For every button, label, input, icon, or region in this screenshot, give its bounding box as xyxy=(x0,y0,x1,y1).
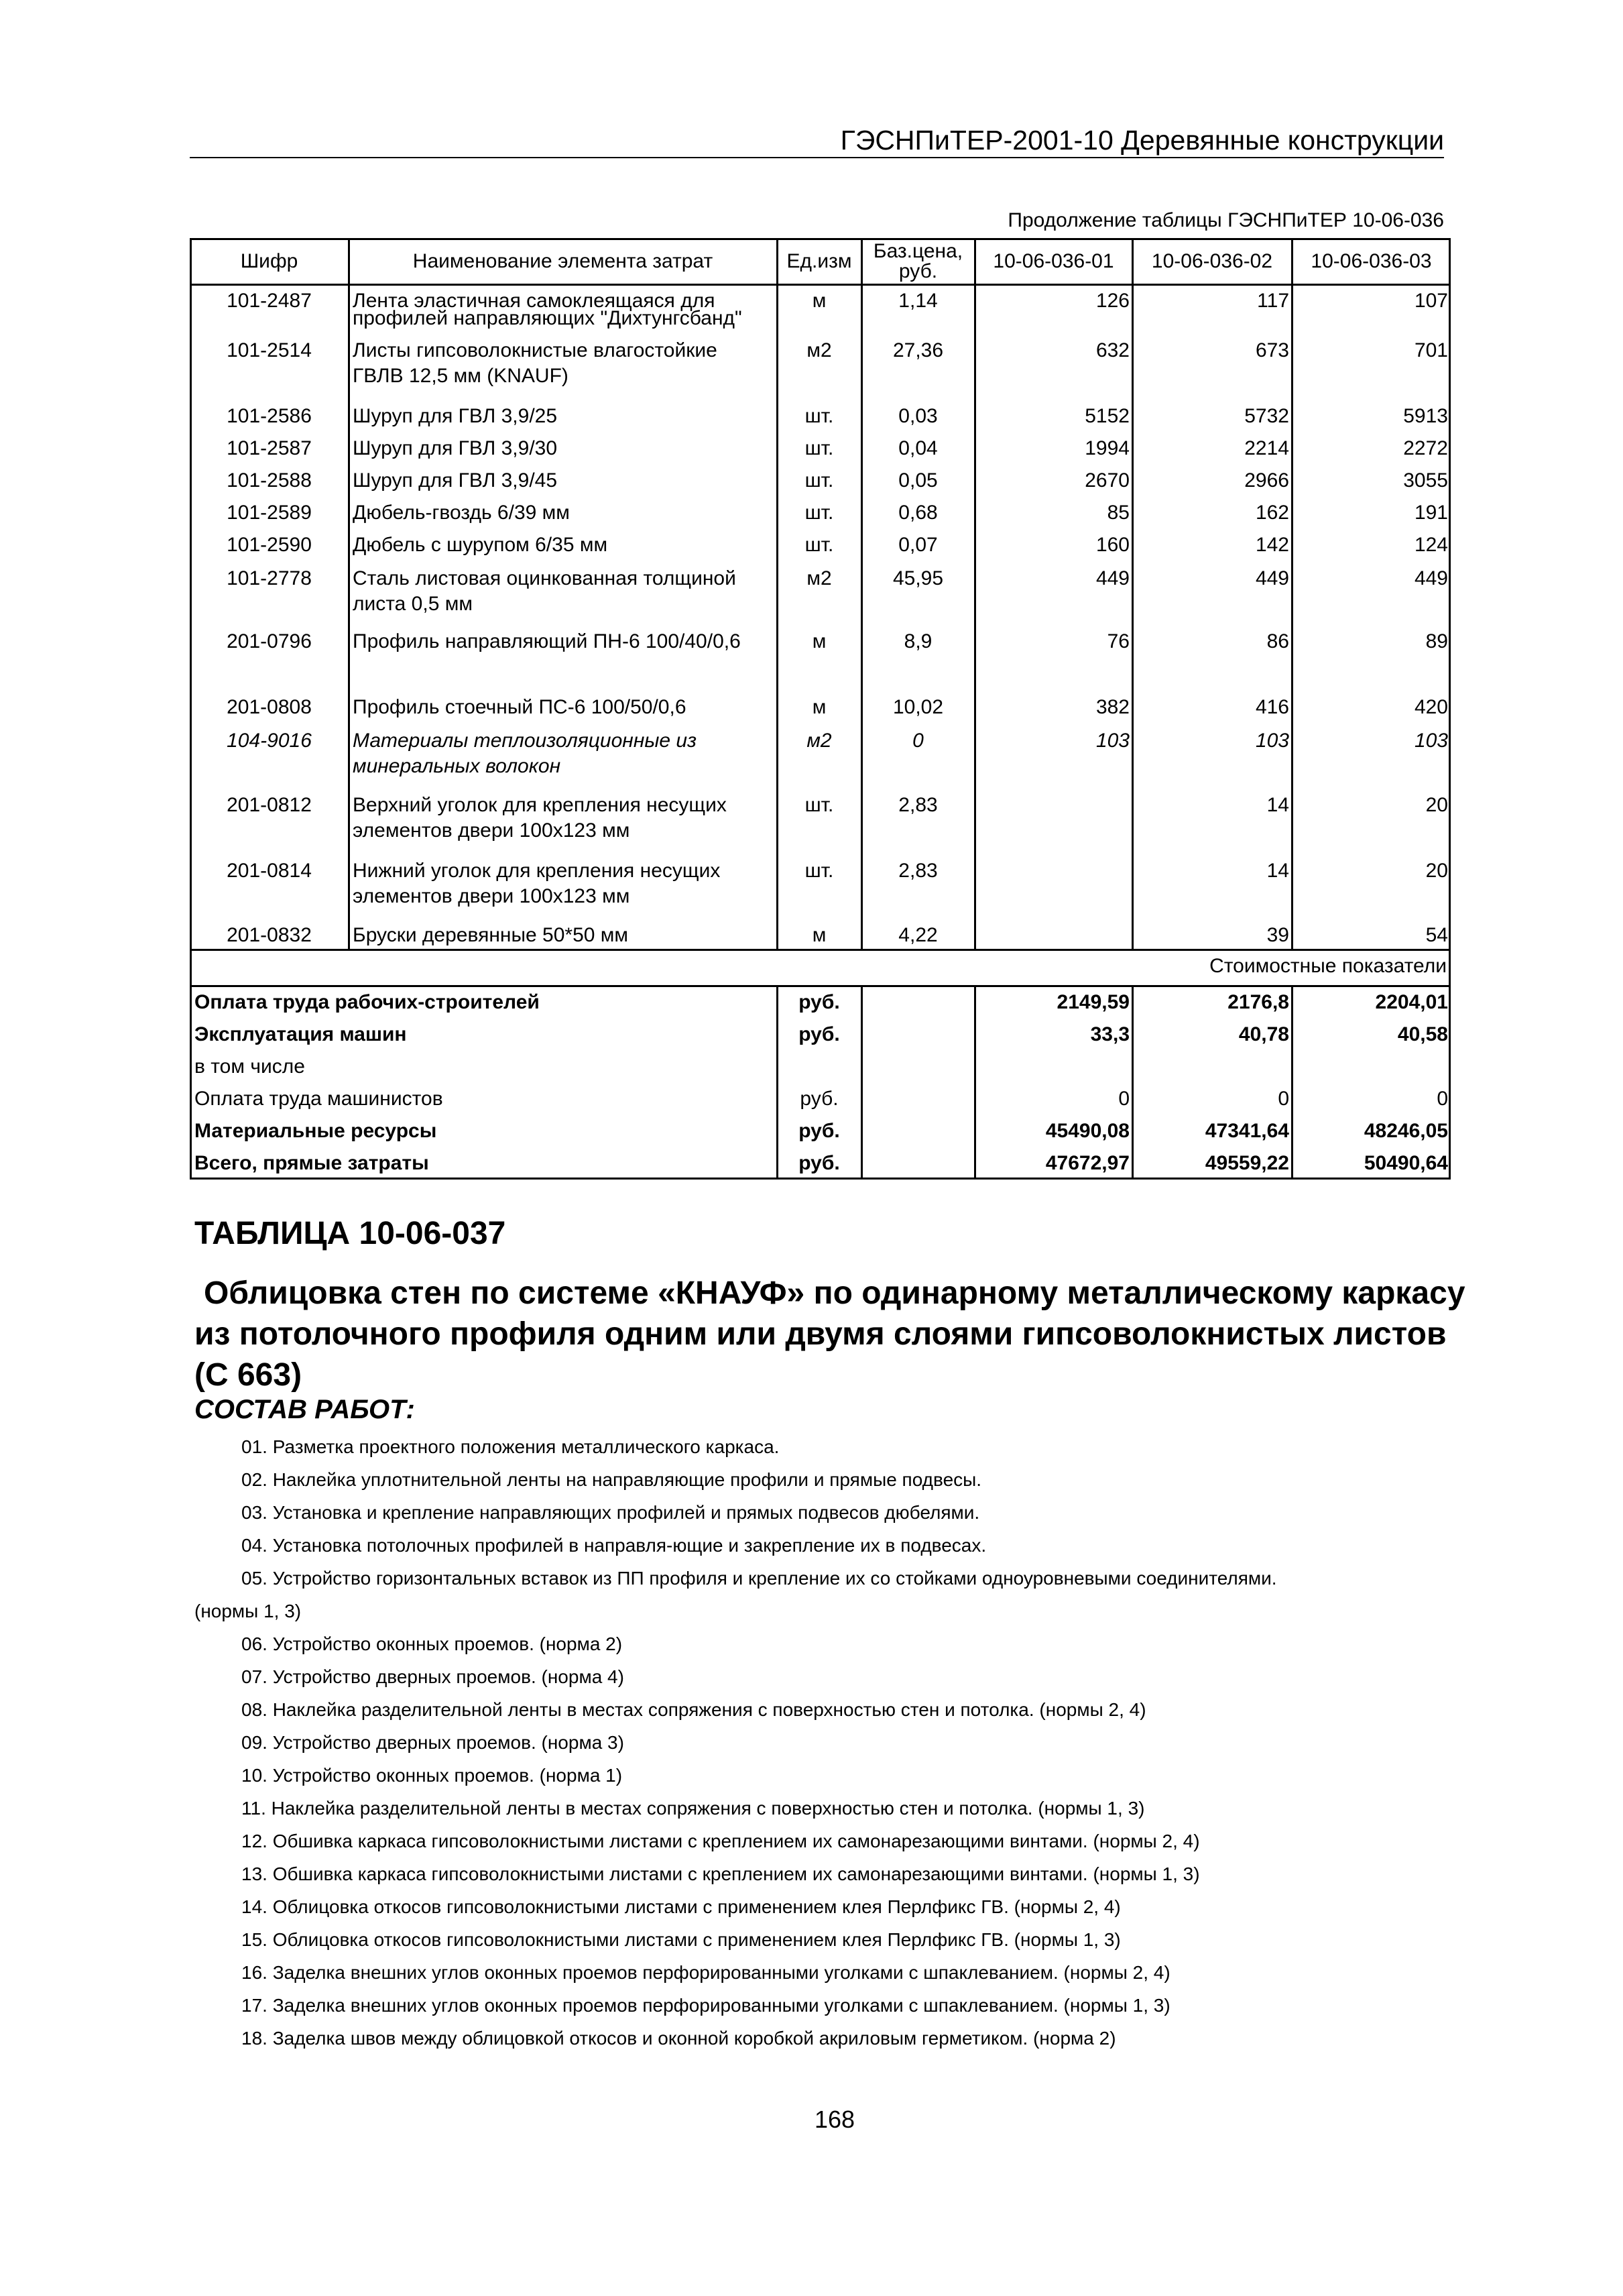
row-name-line: Нижний уголок для крепления несущих xyxy=(353,860,721,882)
table-continuation-note: Продолжение таблицы ГЭСНПиТЕР 10-06-036 xyxy=(1008,209,1444,231)
resource-table xyxy=(190,238,1451,1180)
summary-value-1: 0 xyxy=(1118,1088,1130,1110)
row-base-price: 0,05 xyxy=(898,469,938,492)
table-row xyxy=(190,465,1451,497)
summary-value-1: 33,3 xyxy=(1090,1023,1130,1045)
row-name-line: Сталь листовая оцинкованная толщиной xyxy=(353,567,736,589)
cost-indicators-label: Стоимостные показатели xyxy=(1209,955,1447,977)
works-list xyxy=(194,1430,1455,2055)
work-item-text: 03. Установка и крепление направляющих профилей и прямых подвесов дюбелями. xyxy=(241,1502,980,1523)
work-item xyxy=(194,1956,1455,1989)
table-row xyxy=(190,433,1451,465)
table-row xyxy=(190,529,1451,563)
row-value-1: 1994 xyxy=(1085,437,1130,459)
column-header: Ед.изм xyxy=(786,250,852,272)
summary-value-3: 50490,64 xyxy=(1364,1152,1448,1174)
work-item xyxy=(194,1890,1455,1923)
summary-row xyxy=(190,1115,1451,1147)
row-value-2: 449 xyxy=(1255,567,1289,589)
row-base-price: 2,83 xyxy=(898,860,938,882)
row-base-price: 0 xyxy=(912,730,924,752)
row-value-3: 20 xyxy=(1425,860,1448,882)
work-item-text: 14. Облицовка откосов гипсоволокнистыми листами с применением клея Перлфикс ГВ. (нормы 2, 4) xyxy=(241,1896,1121,1917)
work-item-text: 08. Наклейка разделительной ленты в местах сопряжения с поверхностью стен и потолка. (нормы 2, 4) xyxy=(241,1699,1146,1720)
summary-label: Материальные ресурсы xyxy=(194,1120,437,1142)
row-base-price: 0,03 xyxy=(898,405,938,427)
column-divider xyxy=(776,986,778,1180)
row-code: 201-0812 xyxy=(227,794,312,816)
table-row xyxy=(190,691,1451,725)
summary-row xyxy=(190,1083,1451,1115)
table-row xyxy=(190,563,1451,626)
description-line: Облицовка стен по системе «КНАУФ» по одинарному металлическому каркасу xyxy=(204,1275,1465,1311)
section-description xyxy=(194,1273,1465,1395)
work-item xyxy=(194,1857,1455,1890)
row-value-3: 191 xyxy=(1414,502,1448,524)
row-value-1: 126 xyxy=(1095,290,1130,312)
row-value-2: 14 xyxy=(1266,794,1289,816)
work-item-continuation: (нормы 1, 3) xyxy=(194,1601,302,1621)
summary-row xyxy=(190,1051,1451,1083)
column-divider xyxy=(861,238,863,950)
work-item-text: 07. Устройство дверных проемов. (норма 4) xyxy=(241,1666,624,1687)
work-item xyxy=(194,1726,1455,1759)
row-unit: шт. xyxy=(804,405,834,427)
row-unit: м xyxy=(812,290,827,312)
column-divider xyxy=(348,238,350,950)
table-row xyxy=(190,400,1451,433)
row-value-3: 420 xyxy=(1414,696,1448,718)
column-divider xyxy=(1291,238,1293,950)
work-item xyxy=(194,1759,1455,1792)
row-value-3: 20 xyxy=(1425,794,1448,816)
table-row xyxy=(190,285,1451,335)
column-divider xyxy=(974,986,976,1180)
row-unit: м2 xyxy=(806,567,832,589)
column-header: 10-06-036-02 xyxy=(1151,250,1273,272)
work-item xyxy=(194,1660,1455,1693)
summary-unit: руб. xyxy=(798,1152,840,1174)
row-name-line: Материалы теплоизоляционные из xyxy=(353,730,697,752)
table-row xyxy=(190,855,1451,919)
work-item xyxy=(194,1693,1455,1726)
row-value-1: 449 xyxy=(1095,567,1130,589)
row-name-line: ГВЛВ 12,5 мм (KNAUF) xyxy=(353,365,568,387)
row-value-2: 86 xyxy=(1266,630,1289,652)
summary-row xyxy=(190,1147,1451,1180)
row-name-line: минеральных волокон xyxy=(353,755,561,777)
row-name xyxy=(353,404,777,429)
summary-row xyxy=(190,1019,1451,1051)
column-divider xyxy=(861,986,863,1180)
row-base-price: 0,07 xyxy=(898,534,938,556)
summary-unit: руб. xyxy=(798,1120,840,1142)
column-header: Баз.цена, руб. xyxy=(873,240,963,282)
works-heading: СОСТАВ РАБОТ: xyxy=(194,1395,415,1424)
row-value-2: 5732 xyxy=(1244,405,1289,427)
row-value-1: 85 xyxy=(1107,502,1130,524)
work-item xyxy=(194,1825,1455,1857)
work-item-text: 04. Установка потолочных профилей в направля-ющие и закрепление их в подвесах. xyxy=(241,1535,987,1556)
row-value-2: 2966 xyxy=(1244,469,1289,492)
work-item xyxy=(194,1529,1455,1562)
row-base-price: 8,9 xyxy=(904,630,933,652)
row-name-line: Бруски деревянные 50*50 мм xyxy=(353,924,629,946)
table-row xyxy=(190,335,1451,400)
row-name-line: Профиль направляющий ПН-6 100/40/0,6 xyxy=(353,630,741,652)
row-name-line: Лента эластичная самоклеящаяся для xyxy=(353,290,715,312)
work-item-text: 15. Облицовка откосов гипсоволокнистыми листами с применением клея Перлфикс ГВ. (нормы 1, 3) xyxy=(241,1929,1121,1950)
row-value-2: 162 xyxy=(1255,502,1289,524)
row-value-1: 382 xyxy=(1095,696,1130,718)
work-item-text: 06. Устройство оконных проемов. (норма 2) xyxy=(241,1633,623,1654)
row-unit: шт. xyxy=(804,534,834,556)
work-item xyxy=(194,1463,1455,1496)
work-item xyxy=(194,1627,1455,1660)
row-base-price: 4,22 xyxy=(898,924,938,946)
description-line: (С 663) xyxy=(194,1357,302,1393)
row-base-price: 45,95 xyxy=(892,567,944,589)
work-item-text: 01. Разметка проектного положения металлического каркаса. xyxy=(241,1436,780,1457)
work-item-text: 05. Устройство горизонтальных вставок из ПП профиля и крепление их со стойками одноуровневыми соединителями. xyxy=(241,1568,1277,1589)
row-name-line: Шуруп для ГВЛ 3,9/30 xyxy=(353,437,558,459)
table-row xyxy=(190,725,1451,789)
work-item xyxy=(194,1923,1455,1956)
row-value-1: 5152 xyxy=(1085,405,1130,427)
summary-value-2: 47341,64 xyxy=(1205,1120,1289,1142)
row-name xyxy=(353,858,777,909)
row-value-3: 2272 xyxy=(1403,437,1448,459)
section-table-title: ТАБЛИЦА 10-06-037 xyxy=(194,1216,506,1251)
summary-unit: руб. xyxy=(798,1023,840,1045)
row-unit: м xyxy=(812,924,827,946)
summary-value-1: 2149,59 xyxy=(1057,991,1130,1013)
row-value-2: 39 xyxy=(1266,924,1289,946)
row-name xyxy=(353,436,777,461)
work-item-text: 11. Наклейка разделительной ленты в местах сопряжения с поверхностью стен и потолка. (нормы 1, 3) xyxy=(241,1798,1145,1819)
summary-label: в том числе xyxy=(194,1055,305,1078)
summary-value-1: 45490,08 xyxy=(1045,1120,1130,1142)
row-name xyxy=(353,500,777,526)
row-code: 201-0808 xyxy=(227,696,312,718)
column-divider xyxy=(1291,986,1293,1180)
section-divider xyxy=(190,949,1451,951)
row-name xyxy=(353,288,777,331)
row-value-3: 54 xyxy=(1425,924,1448,946)
table-row xyxy=(190,789,1451,855)
row-base-price: 0,04 xyxy=(898,437,938,459)
row-name-line: Дюбель с шурупом 6/35 мм xyxy=(353,534,608,556)
row-value-2: 14 xyxy=(1266,860,1289,882)
row-value-2: 673 xyxy=(1255,339,1289,361)
row-value-3: 449 xyxy=(1414,567,1448,589)
summary-value-2: 49559,22 xyxy=(1205,1152,1289,1174)
row-unit: шт. xyxy=(804,860,834,882)
row-code: 101-2587 xyxy=(227,437,312,459)
summary-unit: руб. xyxy=(798,991,840,1013)
row-name-line: Профиль стоечный ПС-6 100/50/0,6 xyxy=(353,696,686,718)
work-item xyxy=(194,1496,1455,1529)
work-item xyxy=(194,1792,1455,1825)
row-code: 101-2514 xyxy=(227,339,312,361)
row-code: 201-0832 xyxy=(227,924,312,946)
work-item xyxy=(194,1562,1455,1627)
row-value-1: 160 xyxy=(1095,534,1130,556)
row-unit: м2 xyxy=(806,339,832,361)
work-item xyxy=(194,1989,1455,2022)
row-code: 104-9016 xyxy=(227,730,312,752)
row-name xyxy=(353,629,777,654)
row-unit: м xyxy=(812,696,827,718)
row-name xyxy=(353,338,777,389)
row-name-line: Верхний уголок для крепления несущих xyxy=(353,794,727,816)
summary-value-3: 40,58 xyxy=(1397,1023,1448,1045)
column-header: 10-06-036-03 xyxy=(1311,250,1432,272)
row-base-price: 0,68 xyxy=(898,502,938,524)
summary-row xyxy=(190,986,1451,1019)
summary-label: Эксплуатация машин xyxy=(194,1023,407,1045)
summary-value-3: 48246,05 xyxy=(1364,1120,1448,1142)
row-value-1: 103 xyxy=(1095,730,1130,752)
work-item-text: 18. Заделка швов между облицовкой откосов и оконной коробкой акриловым герметиком. (норма 2) xyxy=(241,2028,1116,2049)
column-divider xyxy=(1132,986,1134,1180)
summary-label: Оплата труда рабочих-строителей xyxy=(194,991,540,1013)
row-unit: шт. xyxy=(804,437,834,459)
row-name xyxy=(353,695,777,720)
row-name-line: листа 0,5 мм xyxy=(353,593,473,615)
row-base-price: 1,14 xyxy=(898,290,938,312)
work-item-text: 16. Заделка внешних углов оконных проемов перфорированными уголками с шпаклеванием. (нормы 2, 4) xyxy=(241,1962,1170,1983)
column-header: 10-06-036-01 xyxy=(993,250,1114,272)
work-item xyxy=(194,2022,1455,2055)
row-code: 101-2586 xyxy=(227,405,312,427)
summary-value-3: 2204,01 xyxy=(1375,991,1448,1013)
summary-value-2: 2176,8 xyxy=(1227,991,1289,1013)
row-value-2: 142 xyxy=(1255,534,1289,556)
column-divider xyxy=(1132,238,1134,950)
column-divider xyxy=(974,238,976,950)
row-name-line: элементов двери 100х123 мм xyxy=(353,819,630,842)
row-code: 101-2589 xyxy=(227,502,312,524)
work-item-text: 13. Обшивка каркаса гипсоволокнистыми листами с креплением их самонарезающими винтами. (нормы 1, 3) xyxy=(241,1863,1200,1884)
row-value-2: 2214 xyxy=(1244,437,1289,459)
row-value-3: 3055 xyxy=(1403,469,1448,492)
work-item-text: 10. Устройство оконных проемов. (норма 1) xyxy=(241,1765,623,1786)
row-value-1: 2670 xyxy=(1085,469,1130,492)
page-number: 168 xyxy=(815,2106,855,2133)
row-value-1: 632 xyxy=(1095,339,1130,361)
row-code: 101-2487 xyxy=(227,290,312,312)
row-name-line: элементов двери 100х123 мм xyxy=(353,885,630,907)
summary-label: Оплата труда машинистов xyxy=(194,1088,443,1110)
row-unit: шт. xyxy=(804,469,834,492)
table-row xyxy=(190,919,1451,950)
row-unit: шт. xyxy=(804,794,834,816)
work-item-text: 12. Обшивка каркаса гипсоволокнистыми листами с креплением их самонарезающими винтами. (нормы 2, 4) xyxy=(241,1831,1200,1851)
work-item xyxy=(194,1430,1455,1463)
row-value-2: 117 xyxy=(1257,290,1289,312)
row-name xyxy=(353,923,777,948)
summary-value-2: 40,78 xyxy=(1238,1023,1289,1045)
row-value-3: 89 xyxy=(1425,630,1448,652)
row-name xyxy=(353,793,777,844)
header-divider xyxy=(190,157,1444,158)
row-value-3: 107 xyxy=(1414,290,1448,312)
row-unit: м xyxy=(812,630,827,652)
row-name xyxy=(353,532,777,558)
row-code: 101-2778 xyxy=(227,567,312,589)
summary-value-2: 0 xyxy=(1278,1088,1289,1110)
row-unit: шт. xyxy=(804,502,834,524)
table-row xyxy=(190,497,1451,529)
row-value-3: 124 xyxy=(1414,534,1448,556)
work-item-text: 09. Устройство дверных проемов. (норма 3) xyxy=(241,1732,624,1753)
row-base-price: 27,36 xyxy=(892,339,944,361)
row-value-3: 5913 xyxy=(1403,405,1448,427)
row-value-2: 103 xyxy=(1255,730,1289,752)
row-name-line: Листы гипсоволокнистые влагостойкие xyxy=(353,339,717,361)
row-code: 201-0796 xyxy=(227,630,312,652)
summary-value-1: 47672,97 xyxy=(1045,1152,1130,1174)
work-item-text: 02. Наклейка уплотнительной ленты на направляющие профили и прямые подвесы. xyxy=(241,1469,982,1490)
summary-label: Всего, прямые затраты xyxy=(194,1152,429,1174)
row-base-price: 2,83 xyxy=(898,794,938,816)
description-line: из потолочного профиля одним или двумя слоями гипсоволокнистых листов xyxy=(194,1316,1447,1352)
row-code: 101-2590 xyxy=(227,534,312,556)
summary-value-3: 0 xyxy=(1437,1088,1448,1110)
row-value-3: 701 xyxy=(1414,339,1448,361)
work-item-text: 17. Заделка внешних углов оконных проемов перфорированными уголками с шпаклеванием. (нормы 1, 3) xyxy=(241,1995,1170,2016)
row-name-line: профилей направляющих "Дихтунгсбанд" xyxy=(353,307,742,329)
row-name-line: Шуруп для ГВЛ 3,9/25 xyxy=(353,405,558,427)
row-name-line: Шуруп для ГВЛ 3,9/45 xyxy=(353,469,558,492)
row-name xyxy=(353,468,777,494)
row-code: 201-0814 xyxy=(227,860,312,882)
row-code: 101-2588 xyxy=(227,469,312,492)
row-name-line: Дюбель-гвоздь 6/39 мм xyxy=(353,502,570,524)
row-value-1: 76 xyxy=(1107,630,1130,652)
column-divider xyxy=(776,238,778,950)
document-header-title: ГЭСНПиТЕР-2001-10 Деревянные конструкции xyxy=(840,125,1444,156)
row-unit: м2 xyxy=(806,730,832,752)
table-row xyxy=(190,626,1451,691)
row-name xyxy=(353,728,777,779)
column-header: Наименование элемента затрат xyxy=(412,250,713,272)
row-value-2: 416 xyxy=(1255,696,1289,718)
summary-unit: руб. xyxy=(800,1088,839,1110)
row-base-price: 10,02 xyxy=(892,696,944,718)
row-name xyxy=(353,566,777,617)
row-value-3: 103 xyxy=(1414,730,1448,752)
column-header: Шифр xyxy=(240,250,298,272)
